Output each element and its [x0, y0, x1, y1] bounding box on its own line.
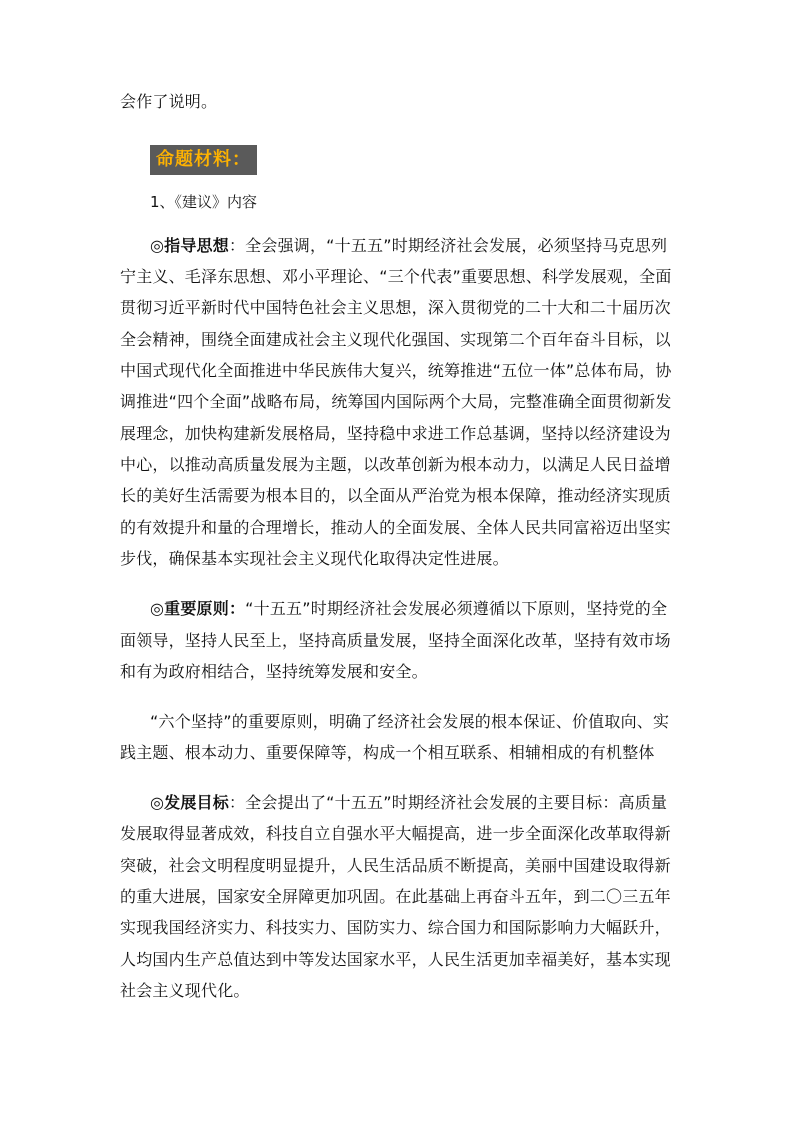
text-line: 的有效提升和量的合理增长，推动人的全面发展、全体人民共同富裕迈出坚实 — [120, 518, 671, 537]
text-line: 的重大进展，国家安全屏障更加巩固。在此基础上再奋斗五年，到二〇三五年 — [120, 887, 671, 906]
text-line: 步伐，确保基本实现社会主义现代化取得决定性进展。 — [120, 549, 509, 568]
text-line: 人均国内生产总值达到中等发达国家水平，人民生活更加幸福美好，基本实现 — [120, 950, 671, 969]
text-line: 长的美好生活需要为根本目的，以全面从严治党为根本保障，推动经济实现质 — [120, 486, 671, 505]
text-line: 贯彻习近平新时代中国特色社会主义思想，深入贯彻党的二十大和二十届历次 — [120, 298, 671, 317]
text-run: “十五五”时期经济社会发展必须遵循以下原则，坚持党的全 — [245, 599, 668, 618]
text-line: 社会主义现代化。 — [120, 981, 250, 1000]
text-line: 会作了说明。 — [120, 92, 218, 111]
text-line: 全会精神，围绕全面建成社会主义现代化强国、实现第二个百年奋斗目标，以 — [120, 330, 671, 349]
text-line: 调推进“四个全面”战略布局，统筹国内国际两个大局，完整准确全面贯彻新发 — [120, 392, 672, 411]
section-heading-box — [150, 145, 257, 175]
label-guiding: ◎指导思想 — [150, 236, 229, 255]
text-line: 突破，社会文明程度明显提升，人民生活品质不断提高，美丽中国建设取得新 — [120, 856, 671, 875]
text-run: ：全会强调，“十五五”时期经济社会发展，必须坚持马克思列 — [228, 236, 668, 255]
text-line: 发展取得显著成效，科技自立自强水平大幅提高，进一步全面深化改革取得新 — [120, 824, 671, 843]
text-line: 中心，以推动高质量发展为主题，以改革创新为根本动力，以满足人民日益增 — [120, 455, 671, 474]
text-line: 和有为政府相结合，坚持统筹发展和安全。 — [120, 662, 428, 681]
section-heading: 命题材料： — [156, 149, 251, 170]
text-line: 面领导，坚持人民至上，坚持高质量发展，坚持全面深化改革，坚持有效市场 — [120, 631, 671, 650]
text-line: 践主题、根本动力、重要保障等，构成一个相互联系、相辅相成的有机整体 — [120, 743, 655, 762]
text-run: ：全会提出了“十五五”时期经济社会发展的主要目标：高质量 — [228, 793, 668, 812]
paragraph-first-line — [150, 236, 710, 256]
label-principles: ◎重要原则： — [150, 599, 246, 618]
text-line: 中国式现代化全面推进中华民族伟大复兴，统筹推进“五位一体”总体布局，协 — [120, 361, 672, 380]
paragraph-first-line: “六个坚持”的重要原则，明确了经济社会发展的根本保证、价值取向、实 — [150, 712, 670, 731]
label-goals: ◎发展目标 — [150, 793, 229, 812]
text-line: 宁主义、毛泽东思想、邓小平理论、“三个代表”重要思想、科学发展观，全面 — [120, 267, 672, 286]
text-line: 实现我国经济实力、科技实力、国防实力、综合国力和国际影响力大幅跃升， — [120, 918, 671, 937]
subsection-title: 1、《建议》内容 — [150, 193, 258, 211]
text-line: 展理念，加快构建新发展格局，坚持稳中求进工作总基调，坚持以经济建设为 — [120, 424, 671, 443]
paragraph-first-line — [150, 793, 710, 813]
paragraph-first-line — [150, 599, 710, 619]
